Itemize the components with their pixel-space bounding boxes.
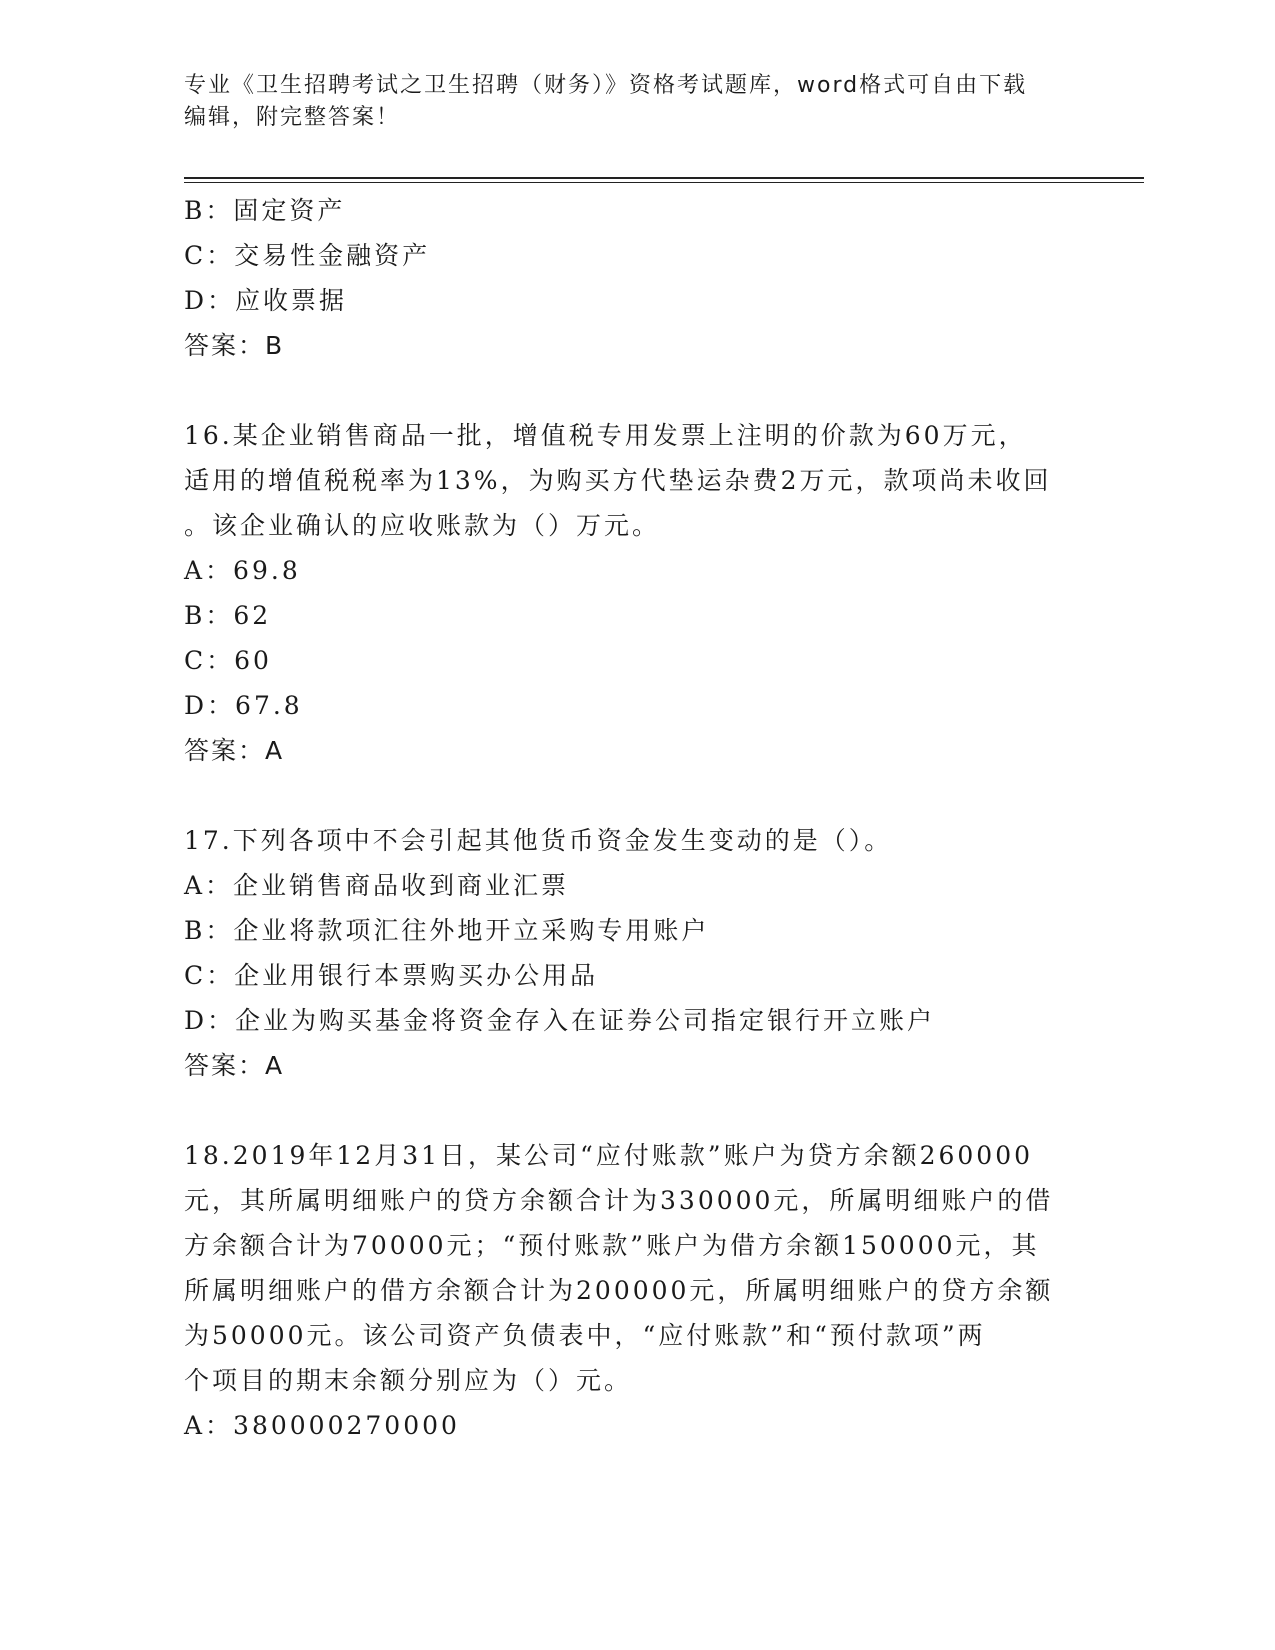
question-18-block	[184, 1133, 1084, 1448]
answer-label: 答案：A	[184, 736, 285, 765]
question-15-block	[184, 188, 1084, 368]
header-divider-thin	[184, 182, 1144, 183]
option-b: B：62	[184, 601, 272, 630]
answer-label: 答案：A	[184, 1051, 285, 1080]
spacer	[184, 368, 1084, 413]
question-stem-line: 方余额合计为70000元；“预付账款”账户为借方余额150000元，其	[184, 1231, 1040, 1260]
question-stem-line: 17.下列各项中不会引起其他货币资金发生变动的是（）。	[184, 826, 893, 855]
question-stem-line: 。该企业确认的应收账款为（）万元。	[184, 511, 661, 540]
question-list	[184, 188, 1084, 1448]
option-c: C：60	[184, 646, 272, 675]
question-stem-line: 16.某企业销售商品一批，增值税专用发票上注明的价款为60万元，	[184, 421, 1027, 450]
option-a: A：380000270000	[184, 1411, 460, 1440]
question-17-block	[184, 818, 1084, 1088]
option-a: A：69.8	[184, 556, 301, 585]
question-16-block	[184, 413, 1084, 773]
document-header	[184, 70, 1064, 134]
option-c: C：交易性金融资产	[184, 241, 431, 270]
header-line-1: 专业《卫生招聘考试之卫生招聘（财务）》资格考试题库，word格式可自由下载	[184, 73, 1028, 98]
question-stem-line: 所属明细账户的借方余额合计为200000元，所属明细账户的贷方余额	[184, 1276, 1054, 1305]
option-c: C：企业用银行本票购买办公用品	[184, 961, 599, 990]
option-d: D：67.8	[184, 691, 303, 720]
question-stem-line: 为50000元。该公司资产负债表中，“应付账款”和“预付款项”两	[184, 1321, 986, 1350]
spacer	[184, 773, 1084, 818]
question-stem-line: 18.2019年12月31日，某公司“应付账款”账户为贷方余额260000	[184, 1141, 1034, 1170]
option-a: A：企业销售商品收到商业汇票	[184, 871, 570, 900]
question-stem-line: 个项目的期末余额分别应为（）元。	[184, 1366, 633, 1395]
option-b: B：固定资产	[184, 196, 346, 225]
answer-label: 答案：B	[184, 331, 285, 360]
question-stem-line: 元，其所属明细账户的贷方余额合计为330000元，所属明细账户的借	[184, 1186, 1054, 1215]
header-line-2: 编辑，附完整答案！	[184, 105, 401, 130]
option-b: B：企业将款项汇往外地开立采购专用账户	[184, 916, 710, 945]
spacer	[184, 1088, 1084, 1133]
option-d: D：企业为购买基金将资金存入在证券公司指定银行开立账户	[184, 1006, 936, 1035]
question-stem-line: 适用的增值税税率为13%，为购买方代垫运杂费2万元，款项尚未收回	[184, 466, 1052, 495]
option-d: D：应收票据	[184, 286, 348, 315]
header-divider-thick	[184, 177, 1144, 179]
